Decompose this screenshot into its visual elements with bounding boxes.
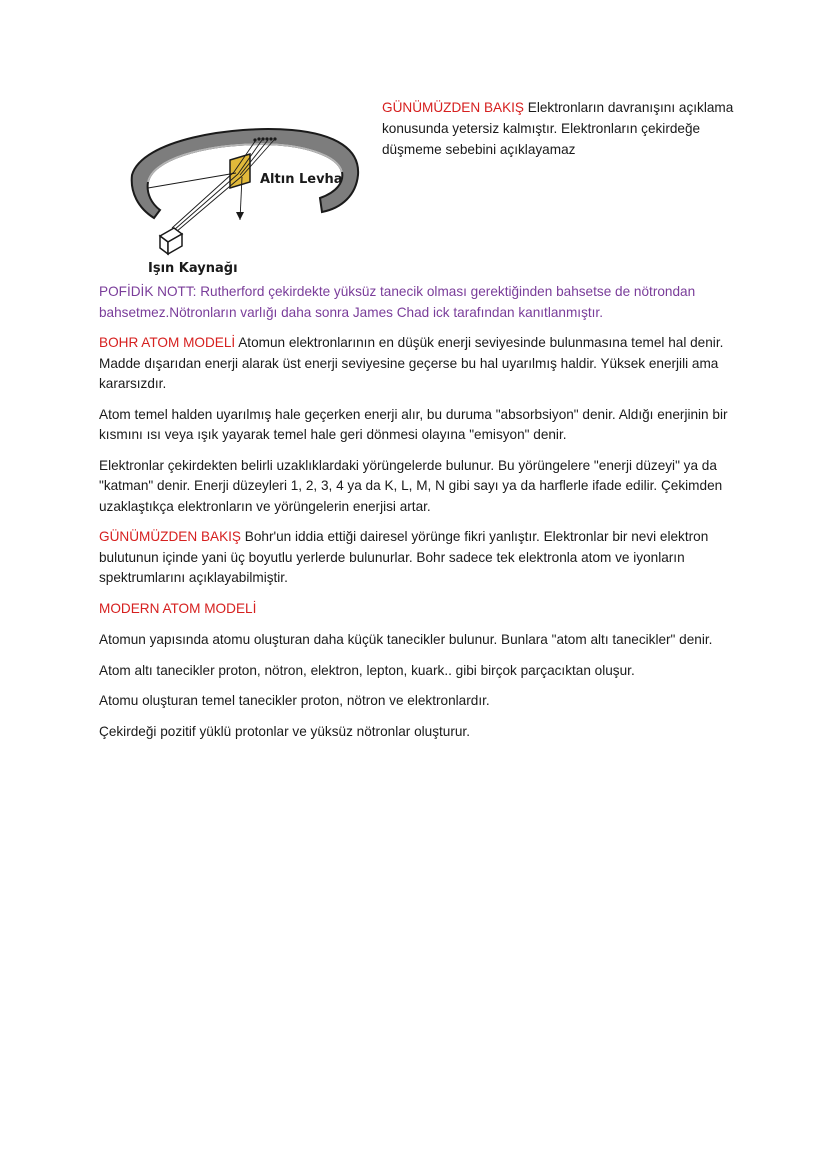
today-paragraph bbox=[99, 527, 729, 589]
intro-text: Elektronların davranışını açıklama konusunda yetersiz kalmıştır. Elektronların çekirdeğe düşmeme sebebini açıklayamaz bbox=[382, 100, 734, 157]
rutherford-diagram bbox=[122, 120, 368, 280]
intro-heading: GÜNÜMÜZDEN BAKIŞ bbox=[382, 100, 524, 115]
source-label: Işın Kaynağı bbox=[148, 261, 238, 276]
modern-paragraph-2: Atom altı tanecikler proton, nötron, elektron, lepton, kuark.. gibi birçok parçacıktan oluşur. bbox=[99, 662, 635, 678]
modern-paragraph-3: Atomu oluşturan temel tanecikler proton, nötron ve elektronlardır. bbox=[99, 693, 490, 708]
modern-heading: MODERN ATOM MODELİ bbox=[99, 600, 257, 616]
main-content bbox=[99, 282, 729, 752]
today-text: Bohr'un iddia ettiği dairesel yörünge fikri yanlıştır. Elektronlar bir nevi elektron bulutunun içinde yani üç boyutlu yerlerde bulunurlar. Bohr sadece tek elektronla atom ve iyonların spektrumlarını açıklayabilmiştir. bbox=[99, 529, 709, 585]
intro-section bbox=[382, 97, 742, 170]
modern-paragraph-4: Çekirdeği pozitif yüklü protonlar ve yüksüz nötronlar oluşturur. bbox=[99, 723, 470, 739]
today-heading: GÜNÜMÜZDEN BAKIŞ bbox=[99, 529, 241, 544]
rutherford-experiment-figure bbox=[122, 120, 368, 280]
ray-source-icon bbox=[160, 228, 182, 254]
plate-label: Altın Levha bbox=[260, 172, 343, 187]
bohr-heading: BOHR ATOM MODELİ bbox=[99, 335, 236, 350]
ray-arrowhead bbox=[236, 212, 244, 220]
note-paragraph: POFİDİK NOTT: Rutherford çekirdekte yüksüz tanecik olması gerektiğinden bahsetse de nötrondan bahsetmez.Nötronların varlığı daha sonra James Chad ick tarafından kanıtlanmıştır. bbox=[99, 284, 696, 320]
bohr-paragraph-2: Atom temel halden uyarılmış hale geçerken enerji alır, bu duruma "absorbsiyon" denir. Aldığı enerjinin bir kısmını ısı veya ışık yayarak temel hale geri dönmesi olayına "emisyon" denir. bbox=[99, 406, 728, 442]
bohr-paragraph-3: Elektronlar çekirdekten belirli uzaklıklardaki yörüngelerde bulunur. Bu yörüngelere "enerji düzeyi" ya da "katman" denir. Enerji düzeyleri 1, 2, 3, 4 ya da K, L, M, N gibi sayı ya da harflerle ifade edilir. Çekimden uzaklaştıkça elektronların ve yörüngelerin enerjisi artar. bbox=[99, 457, 723, 514]
modern-paragraph-1: Atomun yapısında atomu oluşturan daha küçük tanecikler bulunur. Bunlara "atom altı tanecikler" denir. bbox=[99, 632, 713, 647]
bohr-paragraph-1 bbox=[99, 333, 729, 395]
bohr-text-1: Atomun elektronlarının en düşük enerji seviyesinde bulunmasına temel hal denir. Madde dışarıdan enerji alarak üst enerji seviyesine geçerse bu hal uyarılmış haldir. Yüksek enerjili ama kararsızdır. bbox=[99, 335, 724, 391]
